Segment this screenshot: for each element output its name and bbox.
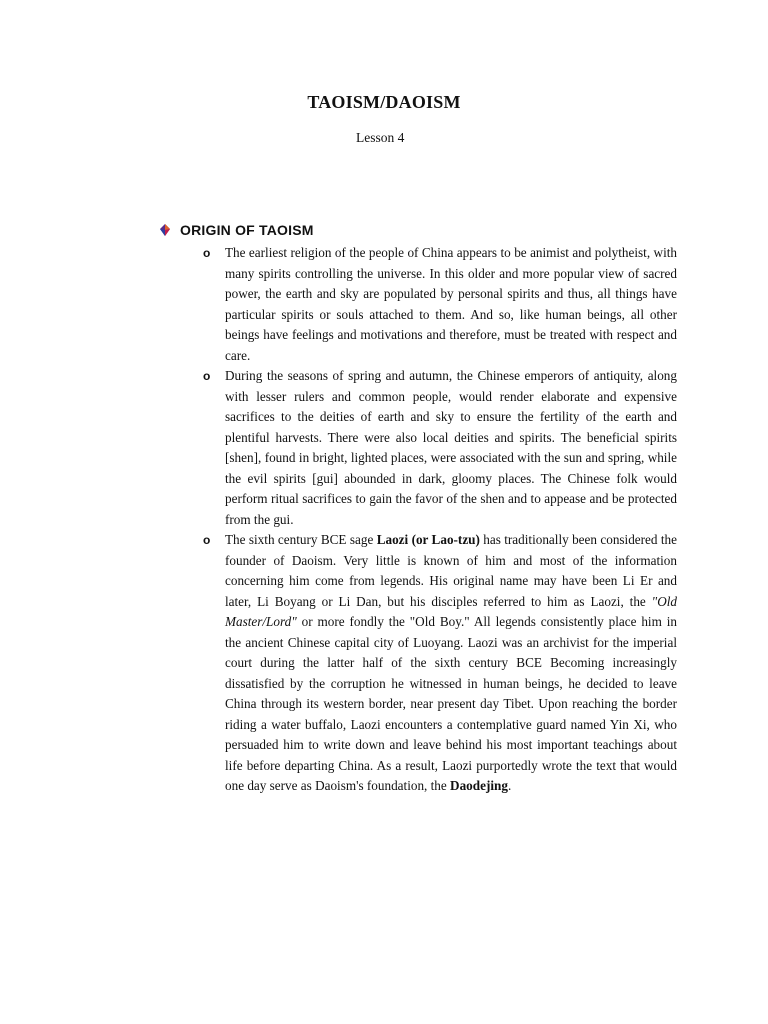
item-text-part: The sixth century BCE sage — [225, 532, 377, 547]
diamond-bullet-icon — [158, 223, 172, 237]
item-marker: o — [203, 533, 211, 547]
section-heading-text: ORIGIN OF TAOISM — [180, 222, 314, 238]
item-text-part: . — [507, 778, 512, 793]
list-item — [201, 530, 677, 797]
daodejing-title: Daodejing — [450, 778, 508, 793]
item-text — [225, 532, 677, 793]
list-item — [201, 366, 677, 530]
item-text-part: or more fondly the "Old Boy." All legends consistently place him in the ancient Chinese capital city of Luoyang. Laozi was an archivist for the imperial court during the latter half of the sixth century BCE Becoming increasingly dissatisfied by the corruption he witnessed in human beings, he decided to leave China through its western border, near present day Tibet. Upon reaching the border riding a water buffalo, Laozi encounters a contemplative guard named Yin Xi, who persuaded him to write down and leave behind his most important teachings about life before departing China. As a result, Laozi purportedly wrote the text that would one day serve as Daoism's foundation, the — [225, 614, 677, 793]
item-marker: o — [203, 369, 211, 383]
list-item — [201, 243, 677, 366]
section-heading — [158, 222, 314, 238]
item-marker: o — [203, 246, 211, 260]
item-text-part: has traditionally been considered the founder of Daoism. Very little is known of him and most of the information concerning him come from legends. His original name may have been Li Er and later, Li Boyang or Li Dan, but his disciples referred to him as Laozi, the — [225, 532, 677, 609]
old-master-quote: "Old Master/Lord" — [225, 593, 677, 629]
item-text: During the seasons of spring and autumn, the Chinese emperors of antiquity, along with lesser rulers and common people, would render elaborate and expensive sacrifices to the deities of earth and sky to ensure the fertility of the earth and plentiful harvests. There were also local deities and spirits. The beneficial spirits [shen], found in bright, lighted places, were associated with the sun and spring, while the evil spirits [gui] abounded in dark, gloomy places. The Chinese folk would perform ritual sacrifices to gain the favor of the shen and to appease and be protected from the gui. — [225, 368, 677, 527]
page-title: TAOISM/DAOISM — [307, 92, 461, 112]
item-text: The earliest religion of the people of China appears to be animist and polytheist, with many spirits controlling the universe. In this older and more popular view of sacred power, the earth and sky are populated by personal spirits and thus, all things have particular spirits or souls attached to them. And so, like human beings, all other beings have feelings and motivations and therefore, must be treated with respect and care. — [225, 245, 677, 363]
section-item-list — [201, 243, 677, 797]
page-subtitle: Lesson 4 — [356, 130, 405, 145]
laozi-name: Laozi (or Lao-tzu) — [376, 532, 480, 547]
